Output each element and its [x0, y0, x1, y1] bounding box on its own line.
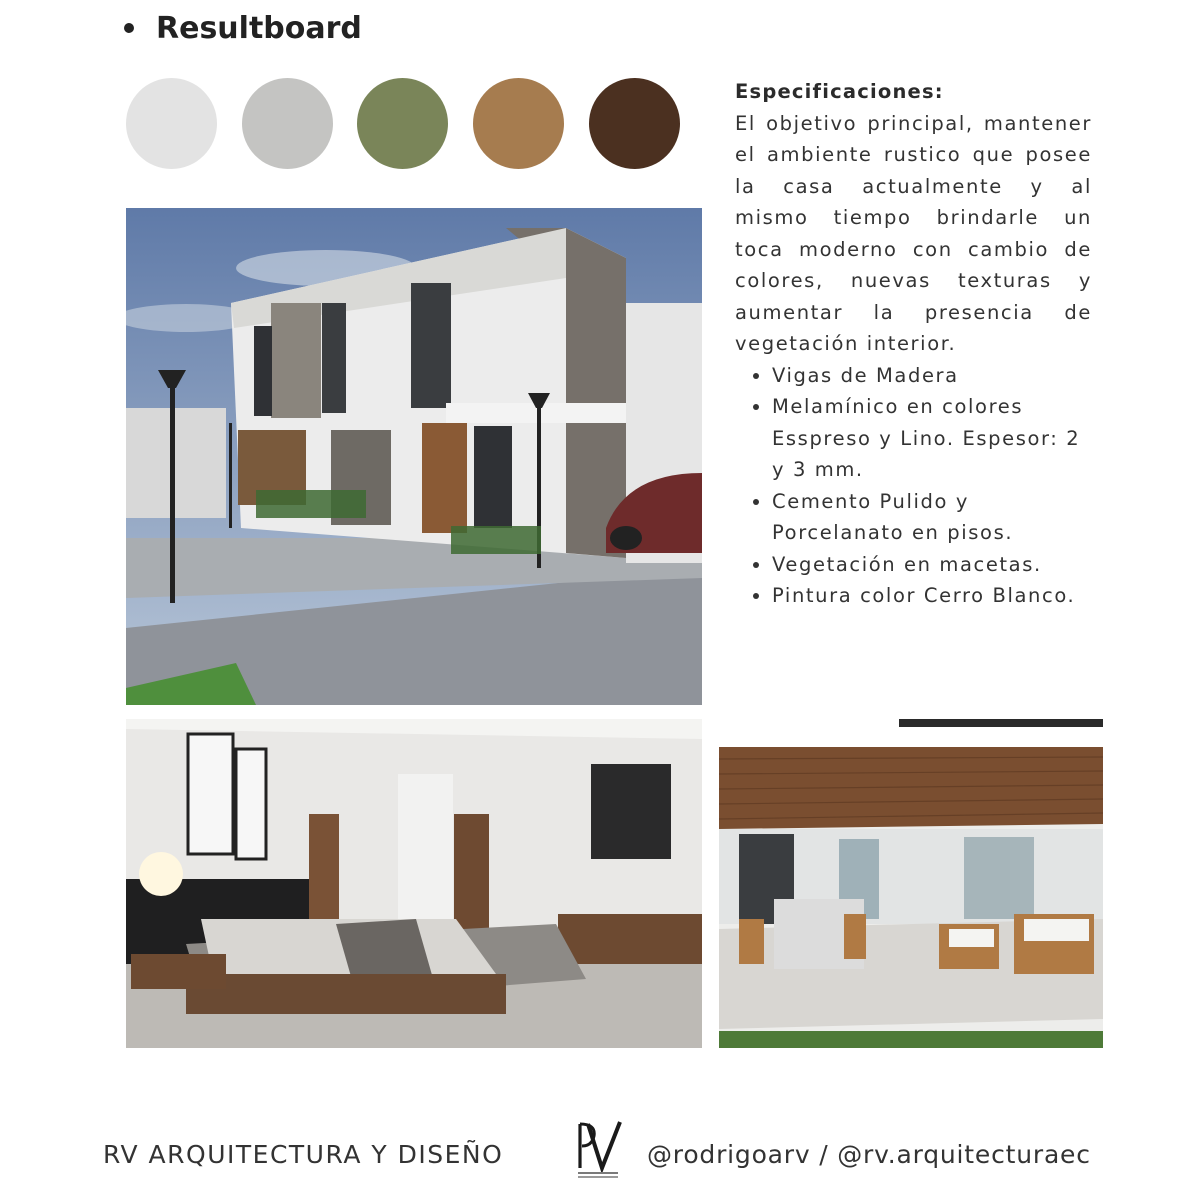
- specifications-description: El objetivo principal, mantener el ambiente rustico que posee la casa actualmente y al mismo tiempo brindarle un toca moderno con cambio de colores, nuevas texturas y aumentar la presencia de vegetación interior.: [735, 111, 1092, 355]
- spec-item: • Vegetación en macetas.: [772, 549, 1092, 581]
- specifications-panel: [735, 76, 1092, 612]
- house-exterior-icon: [126, 208, 702, 705]
- specifications-title: Especificaciones:: [735, 80, 944, 103]
- social-handles: @rodrigoarv / @rv.arquitecturaec: [647, 1140, 1091, 1169]
- section-heading: [120, 6, 362, 50]
- color-swatch-gray: [242, 78, 333, 169]
- color-swatch-light-gray: [126, 78, 217, 169]
- terrace-dining-icon: [719, 719, 1103, 1048]
- bedroom-interior-icon: [126, 719, 702, 1048]
- spec-item: • Pintura color Cerro Blanco.: [772, 580, 1092, 612]
- color-swatch-wood-brown: [473, 78, 564, 169]
- rv-logo: [574, 1120, 624, 1182]
- color-swatch-olive-green: [357, 78, 448, 169]
- color-swatch-dark-brown: [589, 78, 680, 169]
- page-title: Resultboard: [156, 10, 362, 46]
- rv-logo-icon: [574, 1120, 624, 1182]
- specifications-list: [735, 360, 1092, 612]
- spec-item: • Cemento Pulido y Porcelanato en pisos.: [772, 486, 1092, 549]
- terrace-photo: [719, 719, 1103, 1048]
- spec-item: • Melamínico en colores Esspreso y Lino. Espesor: 2 y 3 mm.: [772, 391, 1092, 486]
- studio-name: RV ARQUITECTURA Y DISEÑO: [103, 1140, 504, 1169]
- exterior-photo: [126, 208, 702, 705]
- bullet-icon: [124, 23, 134, 33]
- bedroom-photo: [126, 719, 702, 1048]
- spec-item: • Vigas de Madera: [772, 360, 1092, 392]
